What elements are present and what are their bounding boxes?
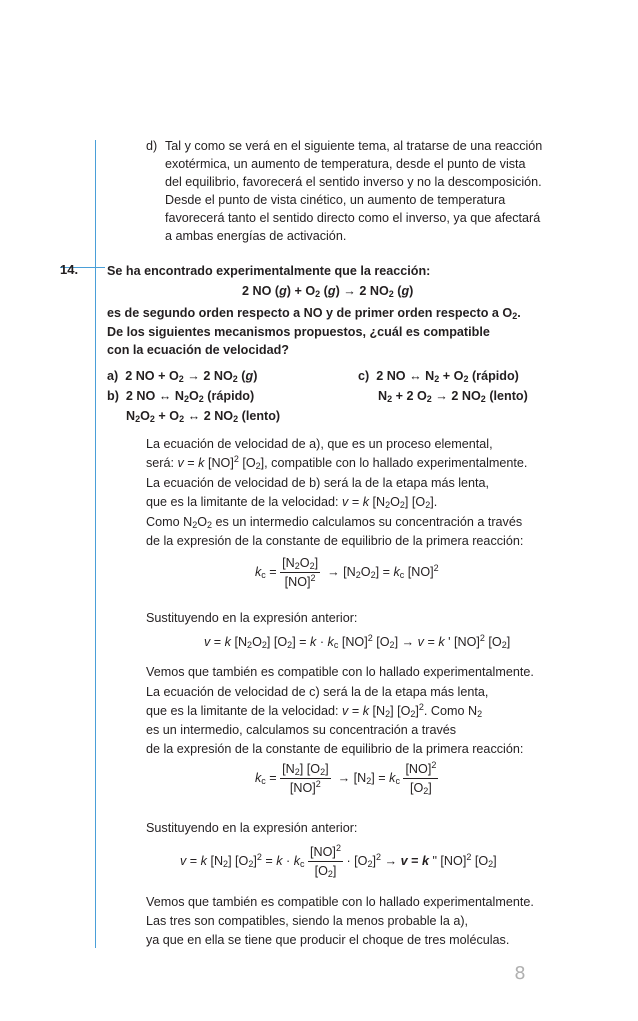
solution-c-line-3: es un intermedio, calculamos su concentración a través bbox=[146, 723, 457, 737]
substituting-1: Sustituyendo en la expresión anterior: bbox=[146, 611, 358, 625]
option-a: a) 2 NO + $O_2 \to 2$ $NO_2$ (g) bbox=[107, 369, 258, 384]
equation-kc-b: $k_c$ = $\frac{[N_2O_2]}{[NO]^2}$ → $[N_2O_2] = k_c$ [NO]$^2$ bbox=[255, 556, 439, 589]
part-d-label: d) bbox=[146, 139, 158, 153]
part-d-line-6: a ambas energías de activación. bbox=[165, 229, 347, 243]
problem-statement-4: De los siguientes mecanismos propuestos, ¿cuál es compatible bbox=[107, 325, 490, 339]
solution-c-line-4: de la expresión de la constante de equilibrio de la primera reacción: bbox=[146, 742, 524, 756]
compatible-1: Vemos que también es compatible con lo hallado experimentalmente. bbox=[146, 665, 534, 679]
solution-b-line-4: de la expresión de la constante de equilibrio de la primera reacción: bbox=[146, 534, 524, 548]
problem-number: 14. bbox=[60, 262, 79, 277]
solution-c-line-1: La ecuación de velocidad de c) será la de la etapa más lenta, bbox=[146, 685, 489, 699]
option-b-step-1: b) 2 NO ↔ $N_2O_2$ (rápido) bbox=[107, 389, 255, 404]
final-line-2: ya que en ella se tiene que producir el choque de tres moléculas. bbox=[146, 933, 510, 947]
solution-c-line-2: que es la limitante de la velocidad: v = k $[N_2]$ $[O_2]^2$. Como $N_2$ bbox=[146, 702, 483, 719]
compatible-2: Vemos que también es compatible con lo hallado experimentalmente. bbox=[146, 895, 534, 909]
problem-statement-3: es de segundo orden respecto a NO y de primer orden respecto a $O_2$. bbox=[107, 306, 521, 321]
substituting-2: Sustituyendo en la expresión anterior: bbox=[146, 821, 358, 835]
equation-rate-c: v = k $[N_2] [O_2]^2 = k \cdot k_c$ $\frac{[NO]^2}{[O_2]}$ · $[O_2]^2 \to v = k$ " [NO]$^2$ $[O_2]$ bbox=[180, 843, 497, 879]
margin-rule bbox=[95, 140, 96, 948]
option-b-step-2: $N_2O_2 + O_2$ ↔ 2 $NO_2$ (lento) bbox=[126, 409, 281, 424]
option-c-step-2: $N_2 + 2$ $O_2 \to 2$ $NO_2$ (lento) bbox=[378, 389, 528, 404]
main-reaction: 2 NO $(g) + O_2$ (g) → 2 $NO_2$ (g) bbox=[242, 284, 414, 299]
solution-b-line-3: Como $N_2O_2$ es un intermedio calculamos su concentración a través bbox=[146, 515, 523, 530]
equation-rate-b: v = k $[N_2O_2] [O_2] = k \cdot k_c$ [NO]$^2$ $[O_2] \to v = k$ ' [NO]$^2$ $[O_2]$ bbox=[204, 633, 511, 650]
part-d-line-3: del equilibrio, favorecerá el sentido inverso y no la descomposición. bbox=[165, 175, 542, 189]
part-d-line-4: Desde el punto de vista cinético, un aumento de temperatura bbox=[165, 193, 506, 207]
problem-statement-1: Se ha encontrado experimentalmente que la reacción: bbox=[107, 264, 431, 278]
final-line-1: Las tres son compatibles, siendo la menos probable la a), bbox=[146, 914, 469, 928]
part-d-line-1: Tal y como se verá en el siguiente tema, al tratarse de una reacción bbox=[165, 139, 543, 153]
part-d-line-2: exotérmica, un aumento de temperatura, desde el punto de vista bbox=[165, 157, 526, 171]
page-number: 8 bbox=[514, 963, 526, 984]
solution-a-line-2: será: v = k [NO]$^2$ $[O_2]$, compatible con lo hallado experimentalmente. bbox=[146, 454, 528, 471]
solution-b-line-2: que es la limitante de la velocidad: v = k $[N_2O_2]$ $[O_2]$. bbox=[146, 495, 438, 510]
part-d-line-5: favorecerá tanto el sentido directo como el inverso, ya que afectará bbox=[165, 211, 541, 225]
option-c-step-1: c) 2 NO ↔ $N_2 + O_2$ (rápido) bbox=[358, 369, 519, 384]
problem-statement-5: con la ecuación de velocidad? bbox=[107, 343, 289, 357]
solution-b-line-1: La ecuación de velocidad de b) será la de la etapa más lenta, bbox=[146, 476, 490, 490]
equation-kc-c: $k_c$ = $\frac{[N_2] [O_2]}{[NO]^2}$ → $[N_2] = k_c$ $\frac{[NO]^2}{[O_2]}$ bbox=[255, 760, 437, 796]
solution-a-line-1: La ecuación de velocidad de a), que es un proceso elemental, bbox=[146, 437, 493, 451]
